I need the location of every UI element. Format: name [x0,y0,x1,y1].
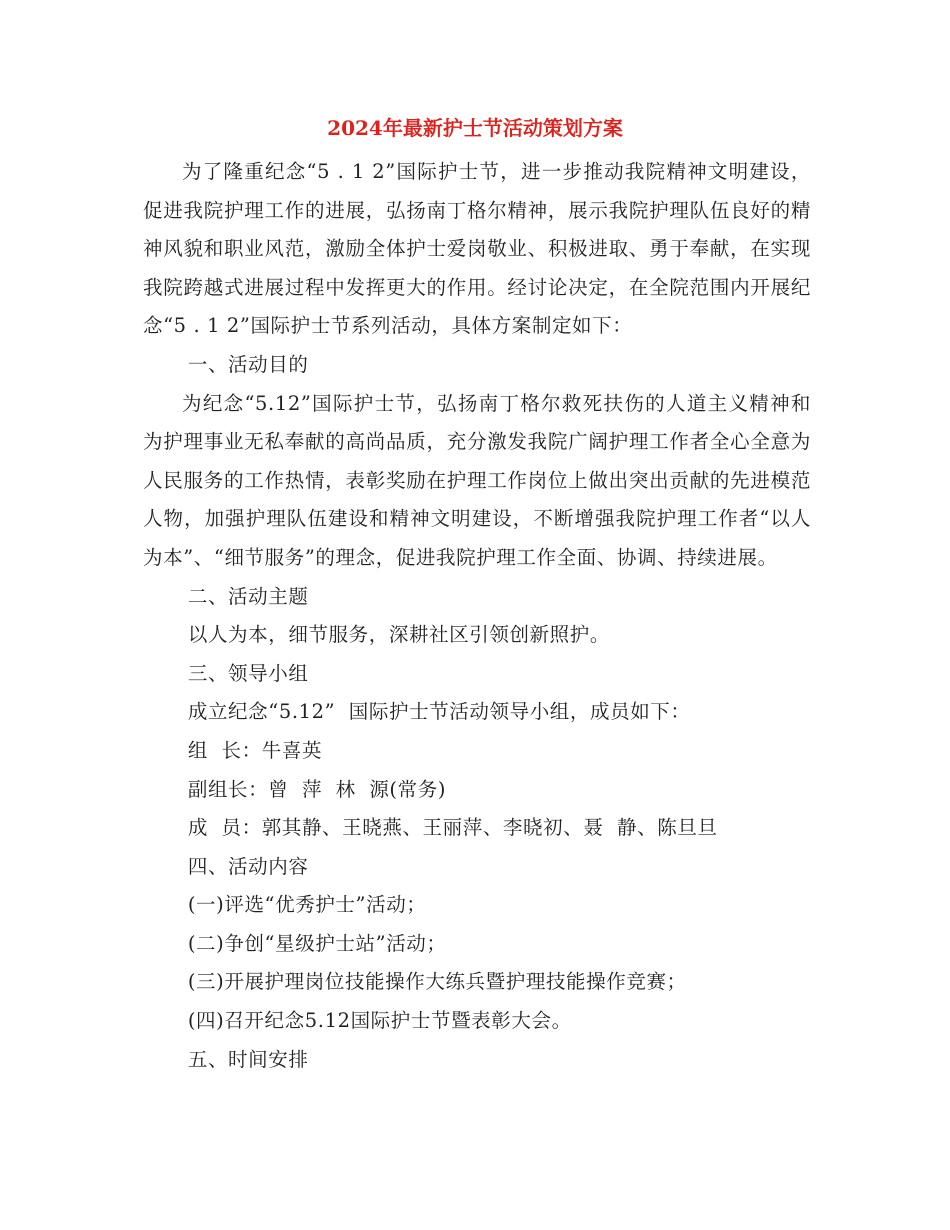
content-item-2: (二)争创“星级护士站”活动； [187,931,447,955]
purpose-paragraph: 为纪念“5.12”国际护士节，弘扬南丁格尔救死扶伤的人道主义精神和为护理事业无私奉献的高尚品质，充分激发我院广阔护理工作者全心全意为人民服务的工作热情，表彰奖励在护理工作岗位上做出突出贡献的先进模范人物，加强护理队伍建设和精神文明建设，不断增强我院护理工作者“以人为本”、“细节服务”的理念，促进我院护理工作全面、协调、持续进展。 [143,391,811,569]
section-heading-leadership: 三、领导小组 [187,661,309,685]
intro-paragraph: 为了隆重纪念“5 . 1 2”国际护士节，进一步推动我院精神文明建设，促进我院护理工作的进展，弘扬南丁格尔精神，展示我院护理队伍良好的精神风貌和职业风范，激励全体护士爱岗敬业、积极进取、勇于奉献，在实现我院跨越式进展过程中发挥更大的作用。经讨论决定，在全院范围内开展纪念“5 . 1 2”国际护士节系列活动，具体方案制定如下： [143,160,811,338]
document-title: 2024年最新护士节活动策划方案 [327,116,623,140]
document-body [143,153,811,1079]
leadership-deputy: 副组长：曾 萍 林 源(常务) [187,777,447,801]
content-item-4: (四)召开纪念5.12国际护士节暨表彰大会。 [187,1009,572,1033]
content-item-1: (一)评选“优秀护士”活动； [187,893,427,917]
theme-text: 以人为本，细节服务，深耕社区引领创新照护。 [187,623,610,647]
leadership-members: 成 员：郭其静、王晓燕、王丽萍、李晓初、聂 静、陈旦旦 [187,816,718,840]
section-heading-content: 四、活动内容 [187,854,309,878]
section-heading-theme: 二、活动主题 [187,584,309,608]
section-heading-purpose: 一、活动目的 [187,352,309,376]
leadership-leader: 组 长：牛喜英 [187,738,323,762]
leadership-intro: 成立纪念“5.12” 国际护士节活动领导小组，成员如下： [187,700,691,724]
content-item-3: (三)开展护理岗位技能操作大练兵暨护理技能操作竞赛； [187,970,687,994]
section-heading-schedule: 五、时间安排 [187,1047,309,1071]
